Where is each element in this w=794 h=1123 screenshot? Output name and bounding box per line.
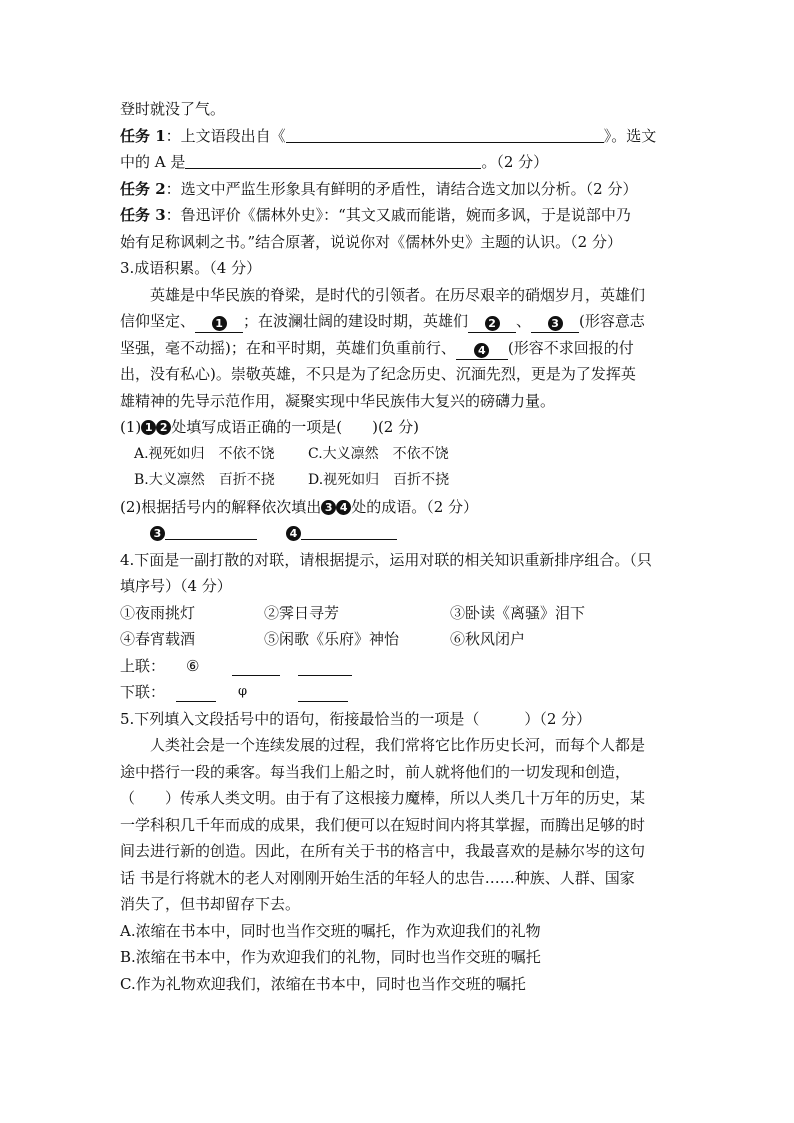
para-line: [120, 759, 680, 786]
lower-line-row: [120, 679, 680, 706]
blank-3[interactable]: [531, 314, 579, 333]
option-b[interactable]: B.大义凛然 百折不挠: [134, 472, 275, 488]
para-line: [120, 388, 680, 415]
text: 出，没有私心)。崇敬英雄，不只是为了纪念历史、沉湎先烈，更是为了发挥英: [120, 365, 636, 383]
answer-option-c[interactable]: [120, 971, 680, 998]
lower-blank-1[interactable]: [176, 683, 216, 702]
blank-4[interactable]: [456, 341, 508, 360]
para-line: [120, 812, 680, 839]
task1-line: [120, 123, 680, 150]
couplet-3: ③卧读《离骚》泪下: [450, 603, 586, 622]
text: 一学科积几千年而成的成果，我们便可以在短时间内将其掌握，而腾出足够的时: [120, 815, 646, 834]
text: 3.成语积累。（4 分）: [120, 259, 262, 277]
text: 4.下面是一副打散的对联，请根据提示，运用对联的相关知识重新排序组合。（只: [120, 550, 652, 569]
answer-a-blank[interactable]: [185, 150, 481, 169]
text: 信仰坚定、: [120, 312, 196, 330]
blank-2[interactable]: [468, 314, 516, 333]
answer-3-blank[interactable]: [165, 521, 257, 540]
text: 中的 A 是: [120, 153, 186, 171]
text: 处的成语。（2 分）: [351, 497, 479, 516]
answer-3: [150, 520, 257, 547]
text: 英雄是中华民族的脊梁，是时代的引领者。在历尽艰辛的硝烟岁月，英雄们: [150, 285, 646, 304]
marker-3-icon: 3: [548, 316, 563, 331]
text: (形容意志: [579, 312, 645, 330]
couplet-5: ⑤闲歌《乐府》神怡: [264, 630, 400, 648]
text: 处填写成语正确的一项是( )(2 分): [171, 418, 419, 436]
sub-question-1: [120, 414, 680, 441]
document-page: [120, 96, 680, 997]
task3-line: [120, 202, 680, 229]
text: ：鲁迅评价《儒林外史》：“其文又戚而能谐，婉而多讽，于是说部中乃: [165, 206, 631, 224]
upper-blank-2[interactable]: [232, 657, 280, 676]
text: 5.下列填入文段括号中的语句，衔接最恰当的一项是（ ）（2 分）: [120, 709, 592, 728]
q4-line: [120, 573, 680, 600]
couplet-row: [120, 600, 680, 627]
text: 》。选文: [603, 126, 657, 145]
task1-label: 任务 1: [120, 126, 166, 145]
marker-3-icon: 3: [321, 500, 336, 515]
marker-2-icon: 2: [156, 420, 171, 435]
q4-line: [120, 547, 680, 574]
couplet-6: ⑥秋风闭户: [450, 630, 526, 648]
para-line: [120, 891, 680, 918]
option-d[interactable]: D.视死如归 百折不挠: [308, 472, 450, 488]
answer-option-a[interactable]: [120, 918, 680, 945]
couplet-1: ①夜雨挑灯: [120, 603, 196, 622]
options-row: [120, 467, 680, 494]
para-line: [120, 335, 680, 362]
task1-line2: [120, 149, 680, 176]
book-title-blank[interactable]: [286, 124, 604, 143]
text: 登时就没了气。: [120, 100, 226, 118]
text: B.浓缩在书本中，作为欢迎我们的礼物，同时也当作交班的嘱托: [120, 948, 541, 966]
lower-blank-3[interactable]: [298, 683, 348, 702]
text: 填序号）（4 分）: [120, 577, 232, 595]
text: ：上文语段出自《: [165, 126, 286, 145]
task2-line: [120, 176, 680, 203]
text: 间去进行新的创造。因此，在所有关于书的格言中，我最喜欢的是赫尔岑的这句: [120, 842, 646, 860]
text: 始有足称讽刺之书。”结合原著，说说你对《儒林外史》主题的认识。（2 分）: [120, 232, 622, 251]
text: （ ）传承人类文明。由于有了这根接力魔棒，所以人类几十万年的历史，某: [120, 789, 646, 807]
couplet-2: ②霁日寻芳: [264, 603, 340, 622]
option-a[interactable]: A.视死如归 不依不饶: [134, 445, 275, 462]
task3-label: 任务 3: [120, 206, 166, 224]
text-line: [120, 96, 680, 123]
marker-2-icon: 2: [485, 316, 500, 331]
text: (2)根据括号内的解释依次填出: [120, 497, 322, 516]
blank-1[interactable]: [195, 314, 243, 333]
text: 、: [516, 312, 532, 330]
para-line: [120, 838, 680, 865]
text: 话 书是行将就木的老人对刚刚开始生活的年轻人的忠告……种族、人群、国家: [120, 868, 635, 887]
marker-4-icon: 4: [286, 526, 301, 541]
q3-title: [120, 255, 680, 282]
task2-label: 任务 2: [120, 179, 166, 198]
text: 消失了，但书却留存下去。: [120, 895, 301, 913]
lower-mark: φ: [238, 684, 248, 699]
para-line: [120, 361, 680, 388]
text: C.作为礼物欢迎我们，浓缩在书本中，同时也当作交班的嘱托: [120, 974, 526, 993]
text: ；在波澜壮阔的建设时期，英雄们: [243, 312, 469, 330]
para-line: [120, 865, 680, 892]
para-line: [120, 308, 680, 335]
text: 。（2 分）: [481, 153, 549, 171]
text: ：选文中严监生形象具有鲜明的矛盾性，请结合选文加以分析。（2 分）: [165, 179, 638, 198]
para-line: [120, 282, 680, 309]
answer-option-b[interactable]: [120, 944, 680, 971]
marker-1-icon: 1: [141, 420, 156, 435]
upper-first: ⑥: [186, 656, 200, 675]
sub-question-2: [120, 494, 680, 521]
q5-title: [120, 706, 680, 733]
marker-4-icon: 4: [336, 500, 351, 515]
marker-3-icon: 3: [150, 526, 165, 541]
upper-blank-3[interactable]: [298, 657, 352, 676]
text: 人类社会是一个连续发展的过程，我们常将它比作历史长河，而每个人都是: [150, 736, 646, 754]
answer-4: [286, 520, 397, 547]
couplet-row: [120, 626, 680, 653]
text: A.浓缩在书本中，同时也当作交班的嘱托，作为欢迎我们的礼物: [120, 921, 541, 940]
lower-line-label: 下联：: [120, 683, 166, 701]
text: 雄精神的先导示范作用，凝聚实现中华民族伟大复兴的磅礴力量。: [120, 391, 556, 410]
marker-4-icon: 4: [474, 343, 489, 358]
marker-1-icon: 1: [212, 316, 227, 331]
text: (形容不求回报的付: [507, 338, 634, 357]
option-c[interactable]: C.大义凛然 不依不饶: [308, 445, 449, 462]
text: 途中搭行一段的乘客。每当我们上船之时，前人就将他们的一切发现和创造，: [120, 762, 631, 781]
answer-4-blank[interactable]: [301, 521, 397, 540]
upper-line-row: [120, 653, 680, 680]
answer-row: [120, 520, 680, 547]
para-line: [120, 785, 680, 812]
options-row: [120, 441, 680, 468]
text: 坚强，毫不动摇)；在和平时期，英雄们负重前行、: [120, 338, 456, 357]
couplet-4: ④春宵载酒: [120, 630, 196, 648]
para-line: [120, 732, 680, 759]
upper-line-label: 上联：: [120, 656, 166, 675]
text: (1): [120, 418, 142, 436]
task3-line2: [120, 229, 680, 256]
